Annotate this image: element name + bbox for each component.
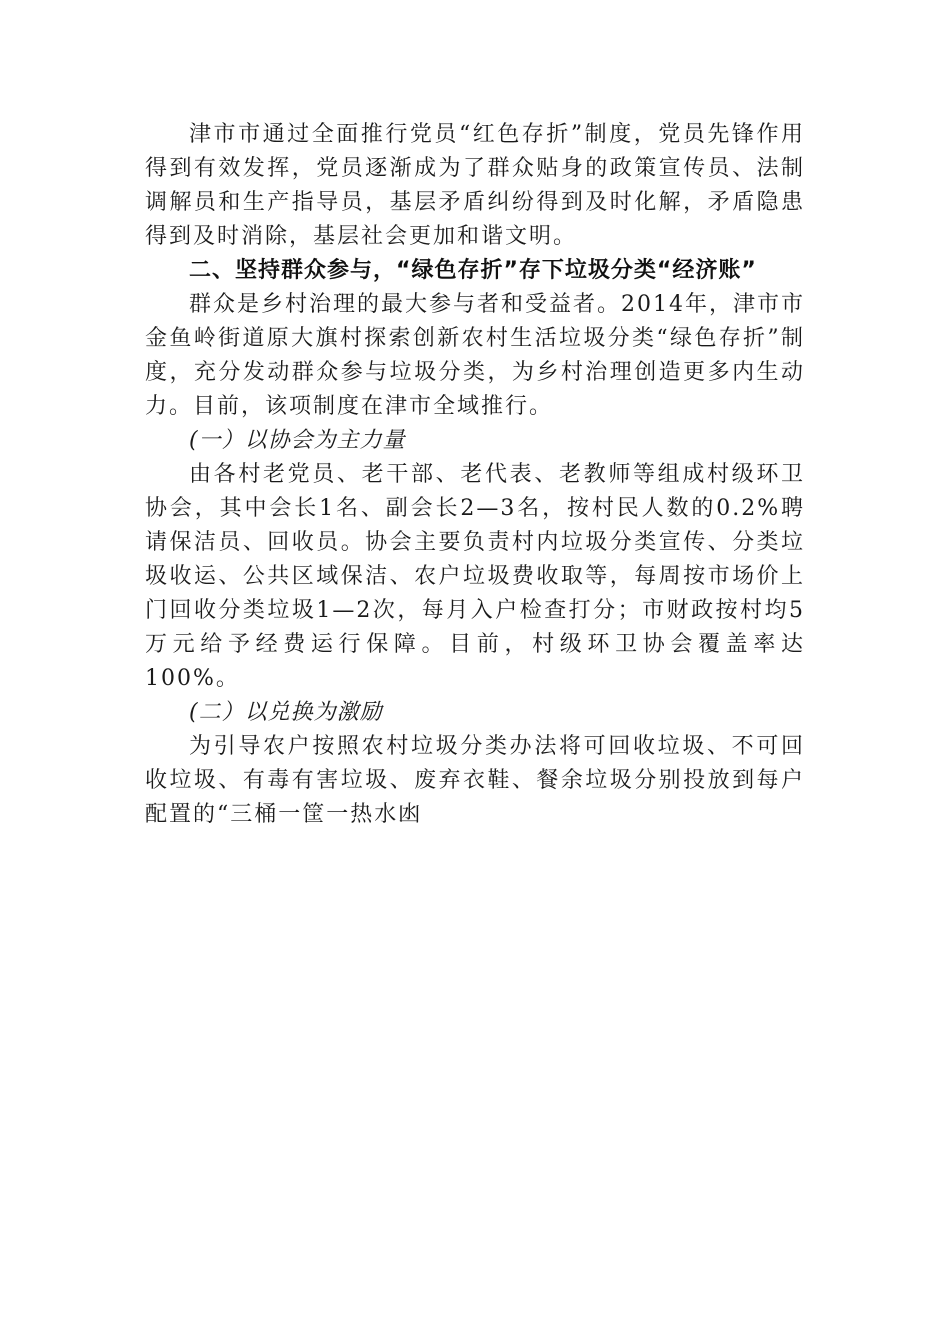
subsection-title-exchange: (二）以兑换为激励 xyxy=(189,700,383,725)
paragraph-red-passbook-results: 津市市通过全面推行党员“红色存折”制度，党员先锋作用得到有效发挥，党员逐渐成为了群众贴身的政策宣传员、法制调解员和生产指导员，基层矛盾纠纷得到及时化解，矛盾隐患得到及时消除，基层社会更加和谐文明。 xyxy=(145,122,805,249)
paragraph-green-passbook-intro: 群众是乡村治理的最大参与者和受益者。2014年，津市市金鱼岭街道原大旗村探索创新农村生活垃圾分类“绿色存折”制度，充分发动群众参与垃圾分类，为乡村治理创造更多内生动力。目前，该项制度在津市全域推行。 xyxy=(145,292,805,419)
document-body xyxy=(145,118,805,832)
paragraph-association-details: 由各村老党员、老干部、老代表、老教师等组成村级环卫协会，其中会长1名、副会长2—3名，按村民人数的0.2%聘请保洁员、回收员。协会主要负责村内垃圾分类宣传、分类垃圾收运、公共区域保洁、农户垃圾费收取等，每周按市场价上门回收分类垃圾1—2次，每月入户检查打分；市财政按村均5万元给予经费运行保障。目前，村级环卫协会覆盖率达100%。 xyxy=(145,462,805,691)
section-title-green-passbook: 二、坚持群众参与，“绿色存折”存下垃圾分类“经济账” xyxy=(189,258,757,283)
subsection-title-association: (一）以协会为主力量 xyxy=(189,428,406,453)
paragraph-exchange-incentive: 为引导农户按照农村垃圾分类办法将可回收垃圾、不可回收垃圾、有毒有害垃圾、废弃衣鞋、餐余垃圾分别投放到每户配置的“三桶一筐一热水凼 xyxy=(145,734,805,827)
